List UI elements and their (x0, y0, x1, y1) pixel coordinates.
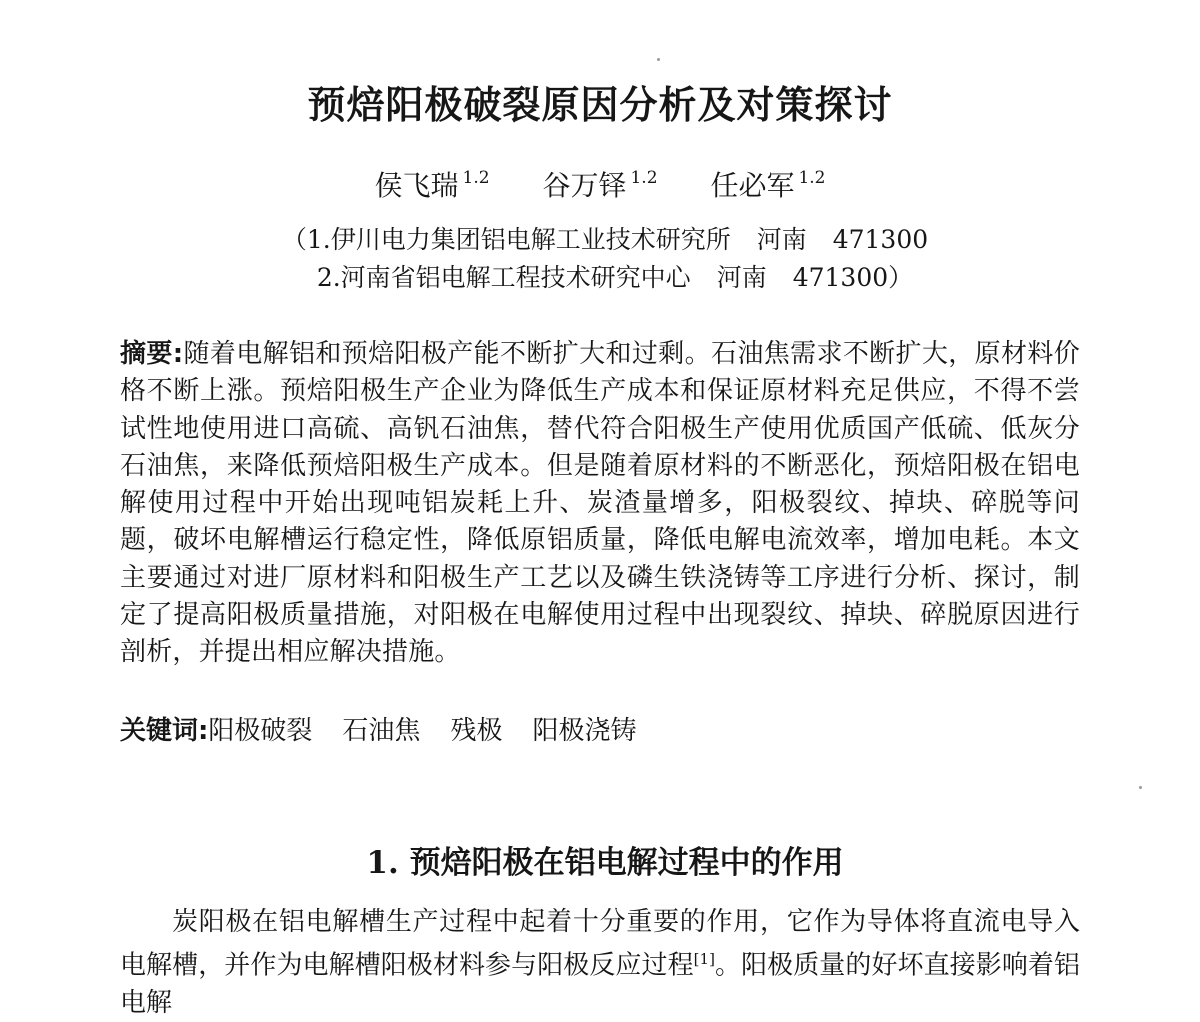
author-list (0, 160, 1200, 204)
section-heading: 1. 预焙阳极在铝电解过程中的作用 (366, 845, 844, 881)
affiliation-postcode: 471300 (832, 225, 929, 254)
abstract-text: 随着电解铝和预焙阳极产能不断扩大和过剩。石油焦需求不断扩大，原材料价格不断上涨。预焙阳极生产企业为降低生产成本和保证原材料充足供应，不得不尝试性地使用进口高硫、高钒石油焦，替代符合阳极生产使用优质国产低硫、低灰分石油焦，来降低预焙阳极生产成本。但是随着原材料的不断恶化，预焙阳极在铝电解使用过程中开始出现吨铝炭耗上升、炭渣量增多，阳极裂纹、掉块、碎脱等问题，破坏电解槽运行稳定性，降低原铝质量，降低电解电流效率，增加电耗。本文主要通过对进厂原材料和阳极生产工艺以及磷生铁浇铸等工序进行分析、探讨，制定了提高阳极质量措施，对阳极在电解使用过程中出现裂纹、掉块、碎脱原因进行剖析，并提出相应解决措施。 (120, 339, 1080, 668)
keyword: 阳极浇铸 (532, 716, 637, 746)
open-paren: （ (281, 225, 307, 254)
keywords-label: 关键词: (120, 716, 209, 746)
scan-speck (657, 58, 660, 61)
author (710, 160, 825, 204)
affiliation-line (0, 262, 1200, 294)
close-paren: ） (888, 263, 914, 292)
author-name: 谷万铎 (542, 169, 627, 202)
affiliation-name: 2.河南省铝电解工程技术研究中心 (316, 263, 691, 292)
paper-title: 预焙阳极破裂原因分析及对策探讨 (307, 82, 893, 127)
author-name: 侯飞瑞 (374, 169, 459, 202)
keyword: 残极 (450, 716, 503, 746)
scan-speck (1139, 786, 1142, 789)
abstract-label: 摘要: (120, 339, 184, 369)
author (542, 160, 657, 204)
affiliation-line (0, 224, 1200, 256)
paragraph-text: 。阳极质量的好坏直接影响着铝电解 (120, 950, 1080, 1018)
affiliation-province: 河南 (716, 263, 767, 292)
author-name: 任必军 (710, 169, 795, 202)
affiliation-mark: 1.2 (798, 168, 826, 188)
keyword: 石油焦 (342, 716, 421, 746)
keywords (120, 713, 666, 749)
affiliation-mark: 1.2 (462, 168, 490, 188)
section-paragraph (120, 904, 1080, 1022)
author (375, 160, 490, 204)
abstract (120, 336, 1080, 672)
paragraph-text: 炭阳极在铝电解槽生产过程中起着十分重要的作用，它作为导体将直流电导入电解槽，并作为电解槽阳极材料参与阳极反应过程 (120, 907, 1080, 981)
keyword: 阳极破裂 (208, 716, 313, 746)
citation: [1] (693, 950, 715, 968)
affiliation-postcode: 471300 (792, 263, 889, 292)
affiliation-mark: 1.2 (630, 168, 658, 188)
affiliation-name: 1.伊川电力集团铝电解工业技术研究所 (306, 225, 731, 254)
affiliation-province: 河南 (756, 225, 807, 254)
